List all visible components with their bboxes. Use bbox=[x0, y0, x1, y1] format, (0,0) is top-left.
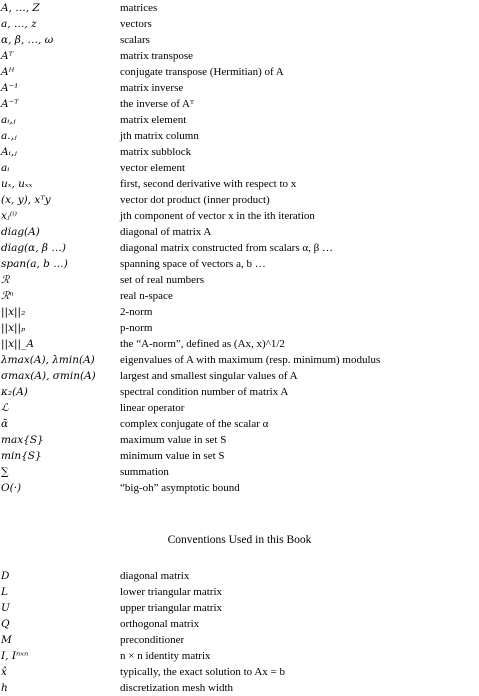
symbol-cell: a, …, z bbox=[1, 18, 37, 30]
symbol-cell: aᵢ,ⱼ bbox=[1, 114, 16, 126]
description-cell: diagonal of matrix A bbox=[120, 226, 212, 238]
description-cell: matrix inverse bbox=[120, 82, 184, 94]
table-row bbox=[0, 568, 479, 584]
description-cell: vector dot product (inner product) bbox=[120, 194, 270, 206]
symbol-cell: max{S} bbox=[1, 434, 44, 446]
table-row bbox=[0, 96, 479, 112]
symbol-cell: α, β, …, ω bbox=[1, 34, 54, 46]
symbol-cell: x̂ bbox=[1, 666, 7, 678]
description-cell: complex conjugate of the scalar α bbox=[120, 418, 269, 430]
table-row bbox=[0, 304, 479, 320]
symbol-cell: ℛ bbox=[1, 274, 10, 286]
description-cell: minimum value in set S bbox=[120, 450, 225, 462]
table-row bbox=[0, 272, 479, 288]
description-cell: linear operator bbox=[120, 402, 185, 414]
description-cell: 2-norm bbox=[120, 306, 153, 318]
description-cell: the “A-norm”, defined as (Ax, x)^1/2 bbox=[120, 338, 285, 350]
table-row bbox=[0, 32, 479, 48]
symbol-cell: I, Iⁿˣⁿ bbox=[1, 650, 29, 662]
symbol-cell: (x, y), xᵀy bbox=[1, 194, 51, 206]
table-row bbox=[0, 0, 479, 16]
description-cell: scalars bbox=[120, 34, 150, 46]
description-cell: jth matrix column bbox=[120, 130, 199, 142]
symbol-cell: uₓ, uₓₓ bbox=[1, 178, 33, 190]
description-cell: preconditioner bbox=[120, 634, 185, 646]
description-cell: largest and smallest singular values of A bbox=[120, 370, 298, 382]
table-row bbox=[0, 192, 479, 208]
description-cell: matrix subblock bbox=[120, 146, 192, 158]
symbol-cell: h bbox=[1, 682, 8, 694]
symbol-cell: Aᵀ bbox=[1, 50, 13, 62]
table-row bbox=[0, 240, 479, 256]
table-row bbox=[0, 80, 479, 96]
description-cell: discretization mesh width bbox=[120, 682, 234, 694]
table-row bbox=[0, 432, 479, 448]
table-row bbox=[0, 320, 479, 336]
symbol-cell: diag(α, β …) bbox=[1, 242, 66, 254]
description-cell: lower triangular matrix bbox=[120, 586, 223, 598]
table-row bbox=[0, 584, 479, 600]
symbol-cell: diag(A) bbox=[1, 226, 40, 238]
symbol-cell: a.,ⱼ bbox=[1, 130, 17, 142]
symbol-cell: xⱼ⁽ⁱ⁾ bbox=[1, 210, 17, 222]
description-cell: conjugate transpose (Hermitian) of A bbox=[120, 66, 284, 78]
table-row bbox=[0, 48, 479, 64]
description-cell: maximum value in set S bbox=[120, 434, 227, 446]
symbol-cell: ∑ bbox=[1, 466, 9, 478]
description-cell: real n-space bbox=[120, 290, 173, 302]
table-row bbox=[0, 352, 479, 368]
symbol-cell: ℛⁿ bbox=[1, 290, 14, 302]
description-cell: jth component of vector x in the ith iteration bbox=[120, 210, 315, 222]
symbol-cell: D bbox=[1, 570, 10, 582]
table-row bbox=[0, 224, 479, 240]
description-cell: eigenvalues of A with maximum (resp. minimum) modulus bbox=[120, 354, 381, 366]
description-cell: vectors bbox=[120, 18, 152, 30]
description-cell: matrix element bbox=[120, 114, 187, 126]
description-cell: first, second derivative with respect to x bbox=[120, 178, 297, 190]
table-row bbox=[0, 336, 479, 352]
table-row bbox=[0, 632, 479, 648]
table-row bbox=[0, 288, 479, 304]
table-row bbox=[0, 160, 479, 176]
description-cell: n × n identity matrix bbox=[120, 650, 211, 662]
table-row bbox=[0, 400, 479, 416]
symbol-cell: M bbox=[1, 634, 12, 646]
description-cell: diagonal matrix constructed from scalars α, β … bbox=[120, 242, 333, 254]
table-row bbox=[0, 256, 479, 272]
symbol-cell: κ₂(A) bbox=[1, 386, 28, 398]
symbol-cell: λmax(A), λmin(A) bbox=[1, 354, 95, 366]
table-row bbox=[0, 464, 479, 480]
description-cell: set of real numbers bbox=[120, 274, 204, 286]
table-row bbox=[0, 616, 479, 632]
description-cell: spanning space of vectors a, b … bbox=[120, 258, 266, 270]
symbol-cell: ||x||ₚ bbox=[1, 322, 26, 334]
symbol-cell: U bbox=[1, 602, 10, 614]
symbol-cell: O(·) bbox=[1, 482, 22, 494]
symbol-cell: Q bbox=[1, 618, 10, 630]
symbol-cell: ||x||₂ bbox=[1, 306, 26, 318]
description-cell: the inverse of Aᵀ bbox=[120, 98, 194, 110]
description-cell: vector element bbox=[120, 162, 186, 174]
symbol-cell: A, …, Z bbox=[1, 2, 40, 14]
description-cell: matrices bbox=[120, 2, 158, 14]
symbol-cell: A⁻ᵀ bbox=[1, 98, 19, 110]
table-row bbox=[0, 176, 479, 192]
description-cell: summation bbox=[120, 466, 169, 478]
table-row bbox=[0, 144, 479, 160]
symbol-cell: Aᵢ,ⱼ bbox=[1, 146, 17, 158]
table-row bbox=[0, 64, 479, 80]
symbol-cell: aᵢ bbox=[1, 162, 10, 174]
symbol-cell: L bbox=[1, 586, 8, 598]
conventions-table bbox=[0, 568, 479, 696]
table-row bbox=[0, 112, 479, 128]
table-row bbox=[0, 480, 479, 496]
symbol-cell: min{S} bbox=[1, 450, 42, 462]
symbol-cell: σmax(A), σmin(A) bbox=[1, 370, 96, 382]
table-row bbox=[0, 384, 479, 400]
table-row bbox=[0, 648, 479, 664]
table-row bbox=[0, 416, 479, 432]
table-row bbox=[0, 448, 479, 464]
description-cell: upper triangular matrix bbox=[120, 602, 223, 614]
description-cell: p-norm bbox=[120, 322, 153, 334]
symbol-cell: ᾱ bbox=[1, 418, 9, 430]
table-row bbox=[0, 680, 479, 696]
conventions-heading: Conventions Used in this Book bbox=[167, 534, 312, 546]
table-row bbox=[0, 16, 479, 32]
description-cell: typically, the exact solution to Ax = b bbox=[120, 666, 285, 678]
symbol-cell: ||x||_A bbox=[1, 338, 34, 350]
table-row bbox=[0, 128, 479, 144]
description-cell: spectral condition number of matrix A bbox=[120, 386, 289, 398]
table-row bbox=[0, 664, 479, 680]
symbol-cell: Aᴴ bbox=[1, 66, 15, 78]
symbol-cell: span(a, b …) bbox=[1, 258, 68, 270]
table-row bbox=[0, 368, 479, 384]
description-cell: “big-oh” asymptotic bound bbox=[120, 482, 240, 494]
description-cell: diagonal matrix bbox=[120, 570, 190, 582]
symbol-cell: ℒ bbox=[1, 402, 9, 414]
table-row bbox=[0, 600, 479, 616]
description-cell: matrix transpose bbox=[120, 50, 194, 62]
description-cell: orthogonal matrix bbox=[120, 618, 200, 630]
symbol-cell: A⁻¹ bbox=[1, 82, 19, 94]
table-row bbox=[0, 208, 479, 224]
